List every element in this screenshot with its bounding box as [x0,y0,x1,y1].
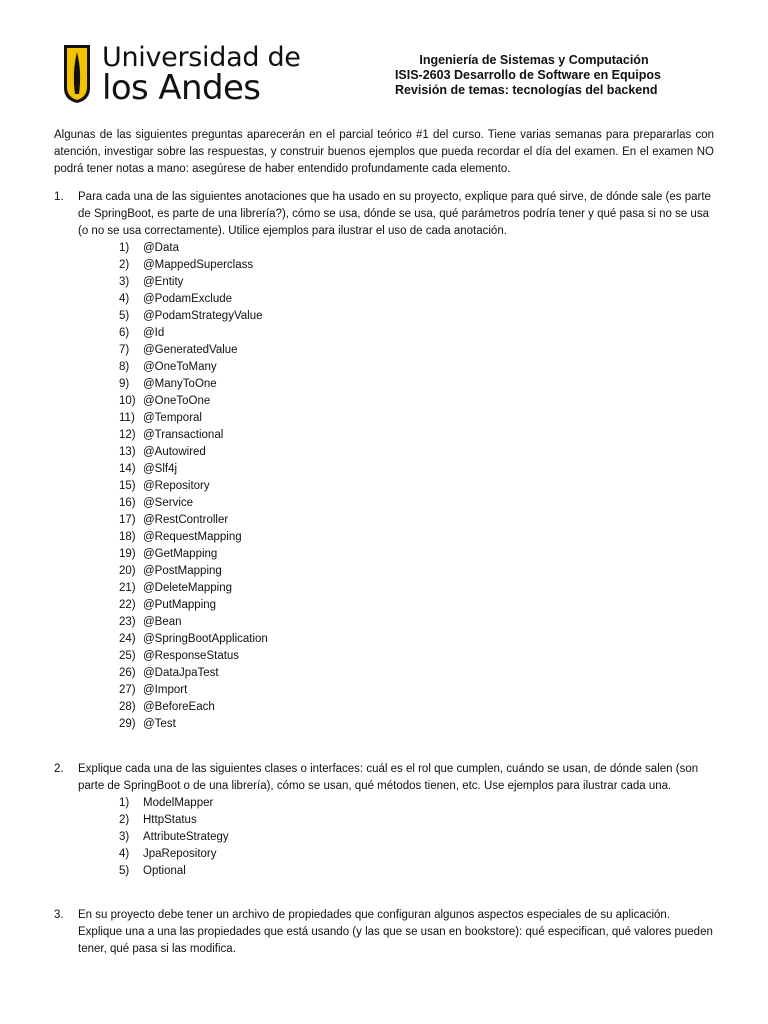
list-item-number: 28) [119,701,136,713]
list-item-number: 5) [119,865,130,877]
list-item-number: 4) [119,293,130,305]
list-item [119,529,714,546]
list-item-label: @ResponseStatus [143,650,240,662]
list-item [119,597,714,614]
logo-line-2: los Andes [102,68,261,108]
list-item-number: 13) [119,446,136,458]
question-text: En su proyecto debe tener un archivo de propiedades que configuran algunos aspectos especiales de su aplicación. Explique una a una las propiedades que está usando (y las que se usan en bookstore): qué especifican, qué valores pueden tener, qué pasa si las modifica. [78,909,713,955]
list-item-number: 12) [119,429,136,441]
intro-paragraph: Algunas de las siguientes preguntas aparecerán en el parcial teórico #1 del curso. Tiene varias semanas para prepararlas con atención, investigar sobre las respuestas, y construir buenos ejemplos que pueda recordar el día del examen. En el examen NO podrá tener notas a mano: asegúrese de haber entendido profundamente cada elemento. [54,129,714,175]
list-item-number: 26) [119,667,136,679]
question-number: 3. [54,909,64,921]
list-item-label: @GeneratedValue [143,344,238,356]
list-item-label: @Transactional [143,429,224,441]
list-item-label: @Temporal [143,412,202,424]
list-item [119,291,714,308]
document-title: Revisión de temas: tecnologías del backend [394,83,658,97]
list-item-label: JpaRepository [143,848,217,860]
list-item [119,257,714,274]
list-item-label: @PodamExclude [143,293,233,305]
list-item-label: @GetMapping [143,548,218,560]
list-item-number: 17) [119,514,136,526]
list-item-label: HttpStatus [143,814,197,826]
list-item [119,240,714,257]
list-item-number: 25) [119,650,136,662]
list-item [119,614,714,631]
list-item [119,461,714,478]
list-item-number: 16) [119,497,136,509]
list-item-label: @PodamStrategyValue [143,310,263,322]
list-item-number: 2) [119,259,130,271]
list-item-label: @DeleteMapping [143,582,233,594]
list-item-label: @Repository [143,480,210,492]
list-item-label: AttributeStrategy [143,831,229,843]
list-item [119,846,714,863]
list-item-number: 24) [119,633,136,645]
list-item-number: 19) [119,548,136,560]
list-item [119,393,714,410]
list-item-number: 9) [119,378,130,390]
list-item-label: @Data [143,242,179,254]
list-item [119,427,714,444]
list-item-label: @Bean [143,616,182,628]
list-item [119,812,714,829]
list-item-number: 3) [119,831,130,843]
list-item-label: @Slf4j [143,463,178,475]
list-item-number: 8) [119,361,130,373]
list-item-number: 7) [119,344,130,356]
list-item [119,699,714,716]
list-item [119,342,714,359]
list-item [119,580,714,597]
list-item-number: 10) [119,395,136,407]
question-number: 1. [54,191,64,203]
list-item-label: @Test [143,718,176,730]
list-item-label: @RequestMapping [143,531,242,543]
list-item [119,495,714,512]
list-item-number: 3) [119,276,130,288]
list-item [119,631,714,648]
university-logo [62,42,301,106]
list-item-number: 2) [119,814,130,826]
question-2 [54,761,714,880]
logo-line-1: Universidad de [102,42,301,73]
list-item-label: @RestController [143,514,229,526]
list-item [119,512,714,529]
list-item [119,795,714,812]
list-item-label: @Entity [143,276,184,288]
list-item-number: 21) [119,582,136,594]
list-item [119,563,714,580]
list-item [119,274,714,291]
department-title: Ingeniería de Sistemas y Computación [419,53,649,67]
question-1 [54,189,714,733]
list-item-label: @ManyToOne [143,378,217,390]
list-item [119,410,714,427]
list-item [119,546,714,563]
list-item-label: @Service [143,497,194,509]
list-item [119,325,714,342]
list-item-number: 1) [119,797,130,809]
list-item-number: 15) [119,480,136,492]
list-item-label: @DataJpaTest [143,667,219,679]
document-header [395,53,661,98]
list-item [119,665,714,682]
list-item-label: @PutMapping [143,599,217,611]
list-item-number: 29) [119,718,136,730]
logo-wordmark [102,42,301,108]
list-item-number: 18) [119,531,136,543]
list-item-label: @MappedSuperclass [143,259,254,271]
list-item-label: @OneToOne [143,395,211,407]
list-item-number: 5) [119,310,130,322]
course-title: ISIS-2603 Desarrollo de Software en Equipos [394,68,661,82]
class-list [119,795,714,880]
shield-icon [62,42,92,104]
list-item-label: @SpringBootApplication [143,633,268,645]
list-item-number: 6) [119,327,130,339]
list-item [119,716,714,733]
list-item-number: 23) [119,616,136,628]
list-item [119,444,714,461]
question-text: Explique cada una de las siguientes clases o interfaces: cuál es el rol que cumplen, cuándo se usan, de dónde salen (son parte de SpringBoot o de una librería), cómo se usan, qué métodos tienen, etc. Use ejemplos para ilustrar cada una. [78,763,699,792]
list-item-label: ModelMapper [143,797,214,809]
question-3 [54,907,714,958]
list-item-number: 1) [119,242,130,254]
list-item [119,682,714,699]
list-item-label: Optional [143,865,186,877]
list-item-number: 20) [119,565,136,577]
list-item-number: 14) [119,463,136,475]
list-item-label: @Autowired [143,446,206,458]
list-item-label: @PostMapping [143,565,222,577]
list-item [119,829,714,846]
annotation-list [119,240,714,733]
list-item [119,308,714,325]
list-item [119,359,714,376]
list-item [119,648,714,665]
list-item-number: 22) [119,599,136,611]
question-number: 2. [54,763,64,775]
list-item-number: 27) [119,684,136,696]
list-item-label: @Id [143,327,165,339]
question-text: Para cada una de las siguientes anotaciones que ha usado en su proyecto, explique para qué sirve, de dónde sale (es parte de SpringBoot, es parte de una librería?), cómo se usa, dónde se usa, qué parámetros podría tener y qué pasa si no se usa (o no se usa correctamente). Utilice ejemplos para ilustrar el uso de cada anotación. [78,191,711,237]
list-item [119,376,714,393]
list-item [119,478,714,495]
list-item-number: 4) [119,848,130,860]
list-item-label: @BeforeEach [143,701,215,713]
list-item-number: 11) [119,412,135,424]
list-item-label: @Import [143,684,188,696]
list-item [119,863,714,880]
list-item-label: @OneToMany [143,361,217,373]
